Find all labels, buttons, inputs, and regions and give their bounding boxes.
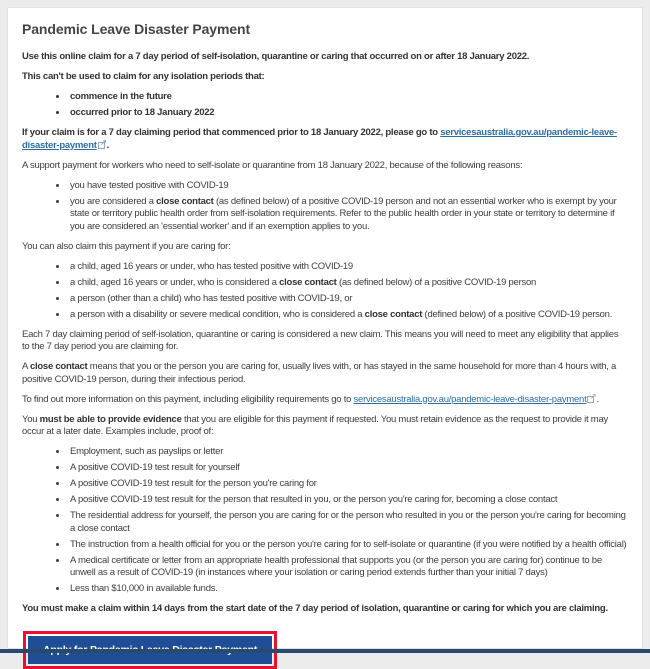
list-item: • a person with a disability or severe medical condition, who is considered a close contact (defined below) of a positive COVID-19 person. <box>68 309 628 322</box>
emphasis-text: close contact <box>364 308 423 320</box>
list-item: • Employment, such as payslips or letter <box>68 446 628 459</box>
bullet-list <box>22 446 628 596</box>
paragraph: Each 7 day claiming period of self-isolation, quarantine or caring is considered a new claim. This means you will need to meet any eligibility that applies to the 7 day period you are claiming for. <box>22 328 619 352</box>
list-item: • The residential address for yourself, the person you are caring for or the person who resulted in you or the person you're caring for becoming a close contact <box>68 510 628 535</box>
external-link-icon <box>587 394 596 403</box>
external-link[interactable]: servicesaustralia.gov.au/pandemic-leave-disaster-payment <box>22 127 617 151</box>
paragraph: If your claim is for a 7 day claiming period that commenced prior to 18 January 2022, please go to servicesaustralia.gov.au/pandemic-leave-disaster-payment ↗ . <box>22 127 628 152</box>
list-item: • you are considered a close contact (as defined below) of a positive COVID-19 person and not an essential worker who is exempt by your state or territory public health order from self-isolation requirements. Refer to the public health order in your state or territory to determine if you are considered an 'essential worker' and if an exemption applies to you. <box>68 196 628 234</box>
emphasis-text: close contact <box>279 276 337 288</box>
external-link-icon <box>98 140 107 149</box>
list-item: • A positive COVID-19 test result for the person you're caring for <box>68 478 628 491</box>
bullet-list <box>22 180 628 234</box>
footer-bar <box>0 649 650 653</box>
list-item: • a child, aged 16 years or under, who has tested positive with COVID-19 <box>68 261 628 274</box>
list-item: • A positive COVID-19 test result for yourself <box>68 462 628 475</box>
paragraph: Use this online claim for a 7 day period of self-isolation, quarantine or caring that occurred on or after 18 January 2022. <box>22 51 530 62</box>
list-item: • A positive COVID-19 test result for the person that resulted in you, or the person you're caring for, becoming a close contact <box>68 494 628 507</box>
page-title: Pandemic Leave Disaster Payment <box>22 21 251 37</box>
paragraph: You can also claim this payment if you are caring for: <box>22 240 231 252</box>
emphasis-text: must be able to provide evidence <box>39 413 182 425</box>
list-item: • Less than $10,000 in available funds. <box>68 583 628 596</box>
list-item: • commence in the future <box>68 91 628 104</box>
list-item: • you have tested positive with COVID-19 <box>68 180 628 193</box>
list-item: • a person (other than a child) who has tested positive with COVID-19, or <box>68 293 628 306</box>
paragraph: To find out more information on this payment, including eligibility requirements go to servicesaustralia.gov.au/pandemic-leave-disaster-payment ↗ . <box>22 394 628 407</box>
list-item: • occurred prior to 18 January 2022 <box>68 107 628 120</box>
bullet-list <box>22 261 628 322</box>
list-item: • A medical certificate or letter from an appropriate health professional that supports you (or the person you are caring for) continue to be unwell as a result of COVID-19 (in instances where your isolation or caring period extends further than your initial 7 days) <box>68 555 628 580</box>
external-link[interactable]: servicesaustralia.gov.au/pandemic-leave-disaster-payment <box>353 393 587 405</box>
list-item: • a child, aged 16 years or under, who is considered a close contact (as defined below) of a positive COVID-19 person <box>68 277 628 290</box>
bullet-list <box>22 91 628 120</box>
list-item: • The instruction from a health official for you or the person you're caring for to self-isolate or quarantine (if you were notified by a health official) <box>68 539 628 552</box>
paragraph: You must make a claim within 14 days from the start date of the 7 day period of isolation, quarantine or caring for which you are claiming. <box>22 603 608 614</box>
emphasis-text: close contact <box>29 361 88 372</box>
claim-information <box>22 51 628 616</box>
emphasis-text: close contact <box>156 195 214 207</box>
paragraph: This can't be used to claim for any isolation periods that: <box>22 71 265 82</box>
paragraph: A close contact means that you or the person you are caring for, usually lives with, or has stayed in the same household for more than 4 hours with, a positive COVID-19 person, during their infectious period. <box>22 361 617 385</box>
content-card <box>7 7 643 649</box>
paragraph: A support payment for workers who need to self-isolate or quarantine from 18 January 2022, because of the following reasons: <box>22 159 523 171</box>
paragraph: You must be able to provide evidence that you are eligible for this payment if requested. You must retain evidence as the request to provide it may occur at a later date. Examples include, proof of: <box>22 413 609 437</box>
